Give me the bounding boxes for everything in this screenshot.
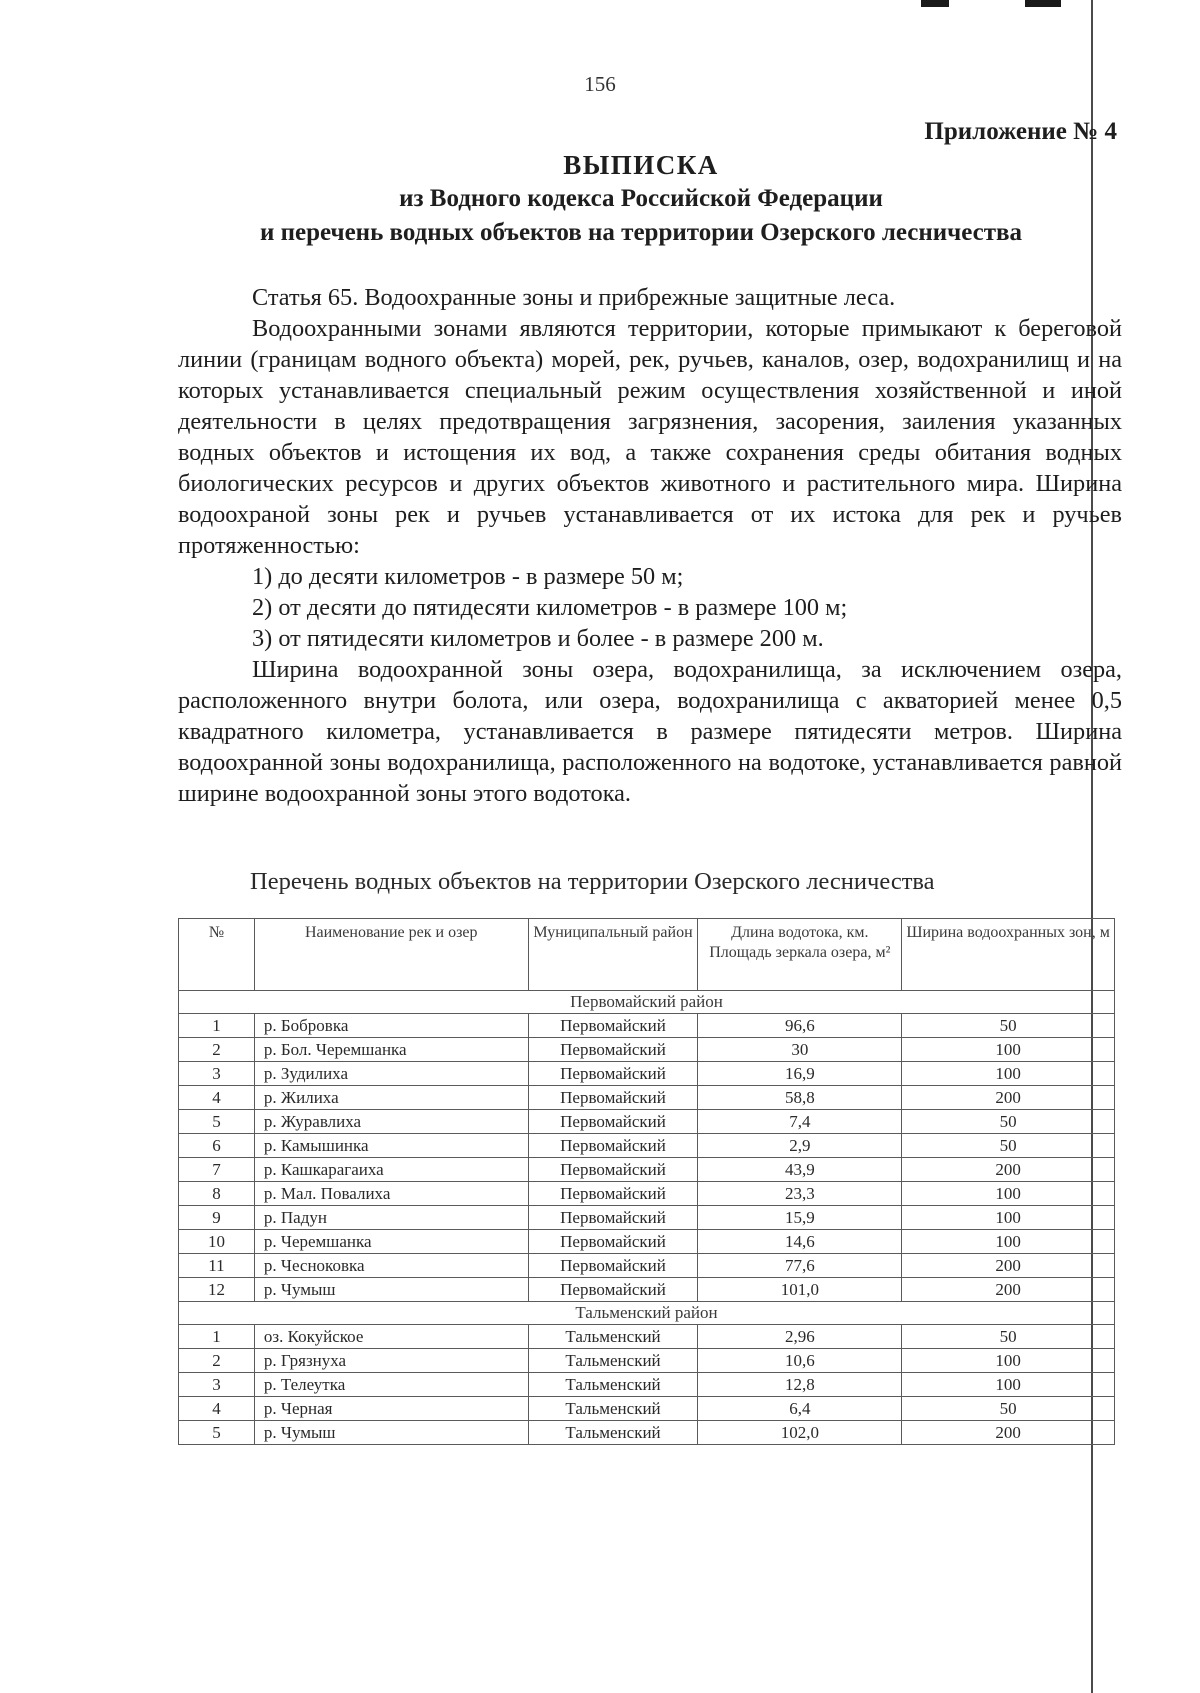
scan-artifact-mark bbox=[921, 0, 949, 7]
cell-name: р. Чесноковка bbox=[254, 1254, 528, 1278]
article-list-item-1: 1) до десяти километров - в размере 50 м; bbox=[252, 563, 684, 590]
cell-num: 10 bbox=[179, 1230, 255, 1254]
cell-num: 3 bbox=[179, 1062, 255, 1086]
cell-length: 14,6 bbox=[698, 1230, 902, 1254]
cell-length: 10,6 bbox=[698, 1349, 902, 1373]
table-header-row bbox=[179, 919, 1115, 991]
appendix-label: Приложение № 4 bbox=[924, 118, 1117, 145]
cell-width: 200 bbox=[902, 1086, 1115, 1110]
cell-name: р. Журавлиха bbox=[254, 1110, 528, 1134]
cell-num: 11 bbox=[179, 1254, 255, 1278]
cell-num: 1 bbox=[179, 1325, 255, 1349]
cell-num: 4 bbox=[179, 1397, 255, 1421]
cell-width: 200 bbox=[902, 1254, 1115, 1278]
cell-length: 102,0 bbox=[698, 1421, 902, 1445]
cell-district: Первомайский bbox=[528, 1254, 698, 1278]
cell-num: 2 bbox=[179, 1038, 255, 1062]
cell-name: р. Черемшанка bbox=[254, 1230, 528, 1254]
cell-name: р. Падун bbox=[254, 1206, 528, 1230]
cell-district: Первомайский bbox=[528, 1158, 698, 1182]
header-name: Наименование рек и озер bbox=[254, 919, 528, 991]
table-row bbox=[179, 1014, 1115, 1038]
header-number: № bbox=[179, 919, 255, 991]
article-list-item-3: 3) от пятидесяти километров и более - в размере 200 м. bbox=[252, 625, 824, 652]
cell-district: Первомайский bbox=[528, 1062, 698, 1086]
cell-name: р. Бол. Черемшанка bbox=[254, 1038, 528, 1062]
scan-artifact-mark bbox=[1025, 0, 1061, 7]
water-objects-table bbox=[178, 918, 1115, 1445]
table-row bbox=[179, 1421, 1115, 1445]
cell-width: 100 bbox=[902, 1182, 1115, 1206]
cell-name: р. Чумыш bbox=[254, 1421, 528, 1445]
article-paragraph-1: Водоохранными зонами являются территории, которые примыкают к береговой линии (границам водного объекта) морей, рек, ручьев, каналов, озер, водохранилищ и на которых устанавливается специальный режим осуществления хозяйственной и иной деятельности в целях предотвращения загрязнения, засорения, заиления указанных водных объектов и истощения их вод, а также сохранения среды обитания водных биологических ресурсов и других объектов животного и растительного мира. Ширина водоохраной зоны рек и ручьев устанавливается от их истока для рек и ручьев протяженностью: bbox=[178, 315, 1122, 559]
cell-length: 30 bbox=[698, 1038, 902, 1062]
cell-width: 100 bbox=[902, 1206, 1115, 1230]
cell-width: 50 bbox=[902, 1397, 1115, 1421]
cell-district: Тальменский bbox=[528, 1325, 698, 1349]
cell-length: 12,8 bbox=[698, 1373, 902, 1397]
header-width: Ширина водоохранных зон, м bbox=[902, 919, 1115, 991]
table-row bbox=[179, 1325, 1115, 1349]
table-title: Перечень водных объектов на территории Озерского лесничества bbox=[250, 868, 935, 895]
cell-num: 5 bbox=[179, 1110, 255, 1134]
cell-length: 77,6 bbox=[698, 1254, 902, 1278]
cell-length: 23,3 bbox=[698, 1182, 902, 1206]
cell-district: Первомайский bbox=[528, 1182, 698, 1206]
cell-width: 100 bbox=[902, 1062, 1115, 1086]
table-row bbox=[179, 1086, 1115, 1110]
table-row bbox=[179, 1038, 1115, 1062]
table-row bbox=[179, 1254, 1115, 1278]
section-row bbox=[179, 991, 1115, 1014]
cell-name: р. Жилиха bbox=[254, 1086, 528, 1110]
cell-name: р. Телеутка bbox=[254, 1373, 528, 1397]
cell-num: 3 bbox=[179, 1373, 255, 1397]
cell-num: 8 bbox=[179, 1182, 255, 1206]
cell-district: Первомайский bbox=[528, 1086, 698, 1110]
document-subtitle-line-1: из Водного кодекса Российской Федерации bbox=[399, 185, 883, 212]
cell-name: р. Грязнуха bbox=[254, 1349, 528, 1373]
cell-district: Первомайский bbox=[528, 1278, 698, 1302]
cell-num: 9 bbox=[179, 1206, 255, 1230]
table-row bbox=[179, 1230, 1115, 1254]
table-row bbox=[179, 1158, 1115, 1182]
cell-name: р. Бобровка bbox=[254, 1014, 528, 1038]
section-title: Первомайский район bbox=[179, 991, 1115, 1014]
table-row bbox=[179, 1278, 1115, 1302]
cell-length: 2,9 bbox=[698, 1134, 902, 1158]
document-title-block bbox=[178, 148, 1104, 250]
document-title: ВЫПИСКА bbox=[563, 150, 719, 180]
cell-length: 7,4 bbox=[698, 1110, 902, 1134]
cell-num: 12 bbox=[179, 1278, 255, 1302]
cell-length: 15,9 bbox=[698, 1206, 902, 1230]
table-row bbox=[179, 1062, 1115, 1086]
table-row bbox=[179, 1134, 1115, 1158]
document-subtitle-line-2: и перечень водных объектов на территории Озерского лесничества bbox=[259, 219, 1023, 246]
cell-width: 50 bbox=[902, 1325, 1115, 1349]
cell-num: 4 bbox=[179, 1086, 255, 1110]
cell-name: р. Чумыш bbox=[254, 1278, 528, 1302]
cell-num: 5 bbox=[179, 1421, 255, 1445]
cell-district: Первомайский bbox=[528, 1206, 698, 1230]
section-row bbox=[179, 1302, 1115, 1325]
cell-num: 2 bbox=[179, 1349, 255, 1373]
cell-name: р. Камышинка bbox=[254, 1134, 528, 1158]
cell-district: Первомайский bbox=[528, 1230, 698, 1254]
article-paragraph-2: Ширина водоохранной зоны озера, водохранилища, за исключением озера, расположенного внутри болота, или озера, водохранилища с акваторией менее 0,5 квадратного километра, устанавливается в размере пятидесяти метров. Ширина водоохранной зоны водохранилища, расположенного на водотоке, устанавливается равной ширине водоохранной зоны этого водотока. bbox=[178, 656, 1122, 807]
article-heading: Статья 65. Водоохранные зоны и прибрежные защитные леса. bbox=[252, 284, 896, 311]
cell-district: Тальменский bbox=[528, 1349, 698, 1373]
cell-district: Первомайский bbox=[528, 1014, 698, 1038]
cell-width: 100 bbox=[902, 1038, 1115, 1062]
cell-name: оз. Кокуйское bbox=[254, 1325, 528, 1349]
cell-district: Тальменский bbox=[528, 1397, 698, 1421]
header-district: Муниципальный район bbox=[528, 919, 698, 991]
table-row bbox=[179, 1110, 1115, 1134]
cell-name: р. Кашкарагаиха bbox=[254, 1158, 528, 1182]
cell-district: Первомайский bbox=[528, 1110, 698, 1134]
cell-width: 100 bbox=[902, 1230, 1115, 1254]
cell-width: 200 bbox=[902, 1158, 1115, 1182]
table-row bbox=[179, 1373, 1115, 1397]
article-text bbox=[178, 282, 1122, 809]
cell-num: 7 bbox=[179, 1158, 255, 1182]
table-row bbox=[179, 1182, 1115, 1206]
cell-length: 43,9 bbox=[698, 1158, 902, 1182]
header-length: Длина водотока, км. Площадь зеркала озера, м² bbox=[698, 919, 902, 991]
cell-name: р. Черная bbox=[254, 1397, 528, 1421]
table-row bbox=[179, 1349, 1115, 1373]
section-title: Тальменский район bbox=[179, 1302, 1115, 1325]
cell-district: Первомайский bbox=[528, 1038, 698, 1062]
cell-width: 50 bbox=[902, 1134, 1115, 1158]
cell-num: 6 bbox=[179, 1134, 255, 1158]
cell-district: Тальменский bbox=[528, 1421, 698, 1445]
cell-num: 1 bbox=[179, 1014, 255, 1038]
page-number: 156 bbox=[584, 72, 616, 96]
cell-name: р. Мал. Повалиха bbox=[254, 1182, 528, 1206]
cell-width: 50 bbox=[902, 1014, 1115, 1038]
table-row bbox=[179, 1397, 1115, 1421]
cell-length: 101,0 bbox=[698, 1278, 902, 1302]
cell-district: Первомайский bbox=[528, 1134, 698, 1158]
cell-width: 50 bbox=[902, 1110, 1115, 1134]
cell-width: 200 bbox=[902, 1278, 1115, 1302]
table-row bbox=[179, 1206, 1115, 1230]
cell-length: 6,4 bbox=[698, 1397, 902, 1421]
cell-length: 2,96 bbox=[698, 1325, 902, 1349]
cell-district: Тальменский bbox=[528, 1373, 698, 1397]
cell-width: 100 bbox=[902, 1373, 1115, 1397]
cell-width: 100 bbox=[902, 1349, 1115, 1373]
article-list-item-2: 2) от десяти до пятидесяти километров - в размере 100 м; bbox=[252, 594, 848, 621]
cell-length: 16,9 bbox=[698, 1062, 902, 1086]
cell-length: 58,8 bbox=[698, 1086, 902, 1110]
cell-name: р. Зудилиха bbox=[254, 1062, 528, 1086]
cell-length: 96,6 bbox=[698, 1014, 902, 1038]
table-body bbox=[179, 991, 1115, 1445]
cell-width: 200 bbox=[902, 1421, 1115, 1445]
